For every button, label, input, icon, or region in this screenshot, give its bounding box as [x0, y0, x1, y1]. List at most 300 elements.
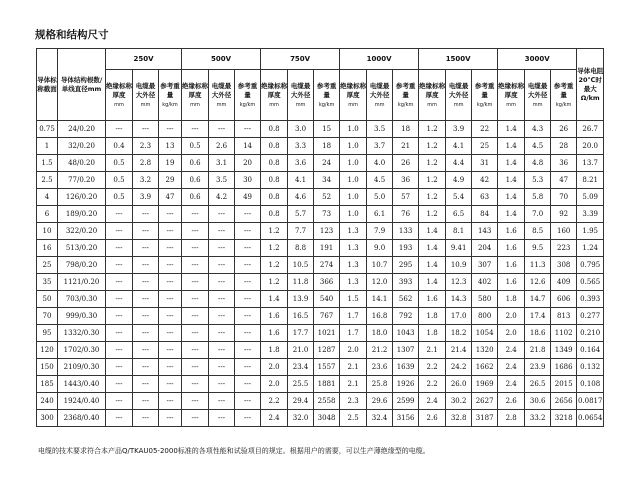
table-cell: 540	[314, 291, 340, 308]
cell-structure: 189/0.20	[58, 206, 106, 223]
table-cell: ---	[133, 393, 159, 410]
table-cell: 1.2	[419, 155, 446, 172]
subheader-label: 绝缘标称厚度	[182, 81, 209, 99]
table-cell: 1.0	[340, 189, 367, 206]
cell-structure: 703/0.30	[58, 291, 106, 308]
table-cell: 3.6	[288, 155, 314, 172]
page-title: 规格和结构尺寸	[35, 29, 109, 41]
table-cell: ---	[182, 342, 209, 359]
table-cell: 6.5	[446, 206, 472, 223]
table-cell: 70	[551, 189, 577, 206]
cell-size: 0.75	[37, 121, 58, 138]
table-cell: ---	[209, 274, 235, 291]
table-cell: 15	[314, 121, 340, 138]
table-cell: 76	[393, 206, 419, 223]
table-cell: ---	[235, 325, 261, 342]
table-cell: 1.2	[261, 257, 288, 274]
subheader-unit: mm	[532, 101, 543, 108]
table-cell: 18.2	[446, 325, 472, 342]
table-cell: 25.5	[288, 376, 314, 393]
table-cell: 1.3	[340, 274, 367, 291]
table-cell: ---	[209, 291, 235, 308]
table-cell: 1307	[393, 342, 419, 359]
table-cell: 1.7	[340, 325, 367, 342]
table-cell: 23.6	[367, 359, 393, 376]
table-cell: 1102	[551, 325, 577, 342]
table-row	[37, 359, 604, 376]
cell-structure: 1443/0.40	[58, 376, 106, 393]
table-cell: 7.7	[288, 223, 314, 240]
subheader-label: 参考重量	[553, 81, 574, 99]
table-cell: ---	[133, 359, 159, 376]
table-cell: ---	[133, 376, 159, 393]
table-cell: 0.8	[261, 121, 288, 138]
table-cell: 13	[159, 138, 182, 155]
table-cell: 1.6	[419, 291, 446, 308]
table-cell: 1.6	[261, 325, 288, 342]
table-cell: ---	[182, 393, 209, 410]
table-cell: 1.8	[498, 291, 525, 308]
cell-resistance: 3.39	[577, 206, 604, 223]
table-row	[37, 223, 604, 240]
table-cell: ---	[182, 223, 209, 240]
table-cell: 29.6	[367, 393, 393, 410]
table-cell: 8.5	[525, 223, 551, 240]
table-cell: 123	[314, 223, 340, 240]
table-cell: 1.4	[498, 138, 525, 155]
table-cell: 21.4	[446, 342, 472, 359]
table-cell: 92	[551, 206, 577, 223]
table-cell: 1.7	[340, 308, 367, 325]
table-cell: 1.4	[419, 257, 446, 274]
table-cell: 1.4	[261, 291, 288, 308]
table-cell: 84	[472, 206, 498, 223]
table-cell: ---	[106, 257, 133, 274]
table-cell: 7.0	[525, 206, 551, 223]
table-cell: 22	[472, 121, 498, 138]
table-cell: ---	[106, 393, 133, 410]
cell-resistance: 0.393	[577, 291, 604, 308]
table-cell: 2558	[314, 393, 340, 410]
table-cell: 34	[314, 172, 340, 189]
subheader-label: 参考重量	[395, 81, 416, 99]
table-cell: 2.6	[498, 393, 525, 410]
table-cell: ---	[209, 393, 235, 410]
table-cell: 21.2	[367, 342, 393, 359]
table-cell: ---	[209, 240, 235, 257]
table-row	[37, 376, 604, 393]
table-cell: ---	[133, 121, 159, 138]
table-cell: 10.5	[288, 257, 314, 274]
subheader-insulation-thickness	[106, 70, 133, 121]
table-cell: ---	[235, 393, 261, 410]
cell-resistance: 0.565	[577, 274, 604, 291]
table-cell: 2.0	[261, 359, 288, 376]
table-cell: 606	[551, 291, 577, 308]
table-cell: ---	[159, 223, 182, 240]
subheader-insulation-thickness	[182, 70, 209, 121]
table-cell: 2599	[393, 393, 419, 410]
table-cell: ---	[159, 308, 182, 325]
table-cell: ---	[209, 325, 235, 342]
subheader-unit: kg/km	[397, 101, 414, 108]
table-cell: 26	[551, 121, 577, 138]
table-cell: 10.7	[367, 257, 393, 274]
subheader-unit: kg/km	[318, 101, 335, 108]
table-cell: 47	[551, 172, 577, 189]
table-cell: 1881	[314, 376, 340, 393]
table-cell: 18.6	[525, 325, 551, 342]
table-cell: 14	[235, 138, 261, 155]
table-cell: 1.4	[419, 274, 446, 291]
table-cell: ---	[235, 410, 261, 427]
table-cell: 2.8	[498, 410, 525, 427]
table-cell: 3.9	[133, 189, 159, 206]
table-cell: 14.7	[525, 291, 551, 308]
table-cell: ---	[106, 376, 133, 393]
table-cell: ---	[106, 240, 133, 257]
table-cell: 47	[159, 189, 182, 206]
table-cell: ---	[235, 223, 261, 240]
header-voltage-250: 250V	[106, 49, 182, 70]
table-cell: 402	[472, 274, 498, 291]
table-cell: 21.8	[525, 342, 551, 359]
cell-size: 1.5	[37, 155, 58, 172]
table-cell: ---	[209, 342, 235, 359]
table-cell: ---	[235, 206, 261, 223]
header-voltage-1000: 1000V	[340, 49, 419, 70]
table-cell: 36	[551, 155, 577, 172]
table-cell: ---	[106, 410, 133, 427]
subheader-label: 绝缘标称厚度	[106, 81, 132, 99]
table-row	[37, 274, 604, 291]
subheader-reference-weight	[159, 70, 182, 121]
table-cell: 13.9	[288, 291, 314, 308]
table-cell: 3048	[314, 410, 340, 427]
table-cell: ---	[159, 257, 182, 274]
table-cell: 18	[393, 121, 419, 138]
table-cell: ---	[182, 121, 209, 138]
table-cell: 1.0	[340, 206, 367, 223]
table-cell: 1969	[472, 376, 498, 393]
cell-size: 70	[37, 308, 58, 325]
table-cell: 366	[314, 274, 340, 291]
cell-structure: 798/0.20	[58, 257, 106, 274]
cell-size: 35	[37, 274, 58, 291]
subheader-unit: mm	[190, 101, 200, 108]
subheader-unit: mm	[427, 101, 437, 108]
cell-structure: 2368/0.40	[58, 410, 106, 427]
table-cell: 2015	[551, 376, 577, 393]
cell-resistance: 0.132	[577, 359, 604, 376]
subheader-reference-weight	[235, 70, 261, 121]
table-cell: 49	[235, 189, 261, 206]
table-cell: ---	[106, 223, 133, 240]
cell-size: 16	[37, 240, 58, 257]
subheader-max-outer-diameter	[288, 70, 314, 121]
table-cell: 1.8	[419, 325, 446, 342]
table-cell: 12.3	[446, 274, 472, 291]
table-cell: 562	[393, 291, 419, 308]
table-cell: 21.0	[288, 342, 314, 359]
table-cell: 4.5	[525, 138, 551, 155]
subheader-label: 电缆最大外径	[211, 81, 232, 99]
table-cell: 2.1	[340, 359, 367, 376]
header-size: 导体标称截面	[37, 49, 58, 121]
cell-structure: 513/0.20	[58, 240, 106, 257]
table-cell: ---	[159, 291, 182, 308]
table-cell: 1.2	[261, 223, 288, 240]
table-cell: ---	[133, 274, 159, 291]
table-cell: ---	[159, 240, 182, 257]
table-cell: 1.0	[340, 121, 367, 138]
table-cell: 1.4	[498, 172, 525, 189]
table-cell: 2.3	[340, 393, 367, 410]
table-cell: 17.0	[446, 308, 472, 325]
table-cell: ---	[106, 121, 133, 138]
table-cell: 1.2	[419, 189, 446, 206]
table-cell: 57	[393, 189, 419, 206]
table-cell: 9.41	[446, 240, 472, 257]
table-cell: 1.4	[419, 240, 446, 257]
table-cell: 3.7	[367, 138, 393, 155]
table-cell: 2.4	[498, 376, 525, 393]
table-cell: 1349	[551, 342, 577, 359]
table-cell: 1.3	[340, 240, 367, 257]
table-cell: ---	[235, 274, 261, 291]
table-cell: ---	[235, 342, 261, 359]
table-cell: 0.6	[182, 172, 209, 189]
subheader-label: 绝缘标称厚度	[498, 81, 525, 99]
table-cell: 1.2	[419, 121, 446, 138]
cell-resistance: 5.09	[577, 189, 604, 206]
table-cell: 0.8	[261, 138, 288, 155]
subheader-insulation-thickness	[261, 70, 288, 121]
table-cell: 19	[159, 155, 182, 172]
table-cell: 2.2	[419, 359, 446, 376]
table-cell: 31	[472, 155, 498, 172]
table-cell: 25	[472, 138, 498, 155]
cell-structure: 1121/0.20	[58, 274, 106, 291]
table-row	[37, 342, 604, 359]
table-cell: ---	[235, 257, 261, 274]
table-cell: 2.6	[419, 410, 446, 427]
subheader-max-outer-diameter	[133, 70, 159, 121]
table-cell: 0.4	[106, 138, 133, 155]
subheader-unit: mm	[374, 101, 385, 108]
table-cell: 4.9	[446, 172, 472, 189]
table-cell: 1.8	[419, 308, 446, 325]
table-cell: ---	[133, 342, 159, 359]
cell-resistance: 0.795	[577, 257, 604, 274]
table-cell: 3187	[472, 410, 498, 427]
subheader-label: 绝缘标称厚度	[261, 81, 288, 99]
subheader-reference-weight	[314, 70, 340, 121]
table-cell: 3.9	[446, 121, 472, 138]
subheader-insulation-thickness	[419, 70, 446, 121]
table-cell: 6.1	[367, 206, 393, 223]
table-cell: ---	[235, 308, 261, 325]
table-cell: 813	[551, 308, 577, 325]
table-cell: 800	[472, 308, 498, 325]
table-cell: 5.7	[288, 206, 314, 223]
table-cell: 1.2	[261, 240, 288, 257]
cell-size: 300	[37, 410, 58, 427]
table-cell: ---	[182, 325, 209, 342]
table-cell: ---	[235, 240, 261, 257]
table-cell: 133	[393, 223, 419, 240]
table-cell: 1320	[472, 342, 498, 359]
table-cell: 1686	[551, 359, 577, 376]
table-cell: ---	[209, 206, 235, 223]
table-cell: 4.1	[446, 138, 472, 155]
table-cell: ---	[182, 206, 209, 223]
subheader-unit: mm	[348, 101, 358, 108]
table-cell: 0.5	[106, 155, 133, 172]
subheader-label: 参考重量	[316, 81, 337, 99]
subheader-label: 参考重量	[160, 81, 180, 99]
subheader-label: 电缆最大外径	[290, 81, 311, 99]
cell-size: 6	[37, 206, 58, 223]
table-cell: 0.6	[182, 189, 209, 206]
table-cell: 0.6	[182, 155, 209, 172]
table-cell: 160	[551, 223, 577, 240]
table-cell: 23.4	[288, 359, 314, 376]
table-cell: 17.4	[525, 308, 551, 325]
table-cell: 1.2	[419, 172, 446, 189]
table-cell: 223	[551, 240, 577, 257]
table-cell: 3.5	[209, 172, 235, 189]
subheader-reference-weight	[393, 70, 419, 121]
table-cell: 30.2	[446, 393, 472, 410]
table-cell: ---	[133, 410, 159, 427]
table-cell: ---	[209, 359, 235, 376]
table-cell: 5.3	[525, 172, 551, 189]
table-cell: 16.8	[367, 308, 393, 325]
table-cell: 1.0	[340, 172, 367, 189]
table-cell: 1.4	[498, 189, 525, 206]
table-cell: 21	[393, 138, 419, 155]
subheader-label: 参考重量	[237, 81, 258, 99]
table-cell: 4.1	[288, 172, 314, 189]
table-cell: ---	[133, 223, 159, 240]
table-cell: 792	[393, 308, 419, 325]
table-cell: 1.4	[419, 223, 446, 240]
header-resistance: 导体电阻20℃时最大Ω/km	[577, 49, 604, 121]
table-cell: 1662	[472, 359, 498, 376]
table-cell: 26.5	[525, 376, 551, 393]
cell-resistance: 0.164	[577, 342, 604, 359]
table-cell: 2656	[551, 393, 577, 410]
table-cell: 1.0	[340, 138, 367, 155]
table-row	[37, 325, 604, 342]
table-cell: 1.6	[498, 223, 525, 240]
table-cell: 1054	[472, 325, 498, 342]
subheader-unit: mm	[295, 101, 306, 108]
table-cell: ---	[235, 121, 261, 138]
table-cell: ---	[106, 206, 133, 223]
table-row	[37, 308, 604, 325]
subheader-insulation-thickness	[498, 70, 525, 121]
table-cell: 0.8	[261, 189, 288, 206]
table-cell: 63	[472, 189, 498, 206]
table-cell: 32.4	[367, 410, 393, 427]
table-cell: 4.2	[209, 189, 235, 206]
table-cell: 3218	[551, 410, 577, 427]
subheader-max-outer-diameter	[209, 70, 235, 121]
table-row	[37, 189, 604, 206]
table-cell: 4.8	[525, 155, 551, 172]
table-cell: 5.0	[367, 189, 393, 206]
table-cell: 26	[393, 155, 419, 172]
table-row	[37, 410, 604, 427]
cell-resistance: 26.7	[577, 121, 604, 138]
table-cell: ---	[159, 274, 182, 291]
table-cell: 2.3	[133, 138, 159, 155]
table-row	[37, 172, 604, 189]
table-cell: 1.4	[498, 155, 525, 172]
cell-size: 1	[37, 138, 58, 155]
table-cell: ---	[159, 393, 182, 410]
table-cell: ---	[106, 359, 133, 376]
table-cell: ---	[182, 240, 209, 257]
table-cell: 2.1	[340, 376, 367, 393]
table-cell: 36	[393, 172, 419, 189]
table-cell: 2.4	[498, 359, 525, 376]
subheader-unit: mm	[114, 101, 124, 108]
table-cell: 20	[235, 155, 261, 172]
table-cell: 24.2	[446, 359, 472, 376]
cell-structure: 2109/0.30	[58, 359, 106, 376]
table-row	[37, 240, 604, 257]
table-cell: 73	[314, 206, 340, 223]
table-cell: 30	[235, 172, 261, 189]
table-cell: 3.1	[209, 155, 235, 172]
cell-size: 25	[37, 257, 58, 274]
table-cell: ---	[182, 257, 209, 274]
subheader-label: 参考重量	[474, 81, 495, 99]
subheader-label: 电缆最大外径	[369, 81, 390, 99]
table-row	[37, 393, 604, 410]
subheader-unit: kg/km	[162, 101, 178, 108]
table-cell: 193	[393, 240, 419, 257]
table-cell: 32.8	[446, 410, 472, 427]
table-cell: 0.8	[261, 155, 288, 172]
table-cell: 2.4	[498, 342, 525, 359]
cell-size: 95	[37, 325, 58, 342]
table-cell: 393	[393, 274, 419, 291]
table-cell: 0.5	[106, 172, 133, 189]
table-cell: 1043	[393, 325, 419, 342]
table-cell: ---	[182, 274, 209, 291]
cell-resistance: 0.0654	[577, 410, 604, 427]
cell-resistance: 0.210	[577, 325, 604, 342]
table-cell: 1639	[393, 359, 419, 376]
table-cell: 2.1	[419, 342, 446, 359]
table-cell: 1.6	[498, 274, 525, 291]
subheader-label: 电缆最大外径	[448, 81, 469, 99]
table-cell: 1.2	[419, 206, 446, 223]
table-cell: 2.6	[209, 138, 235, 155]
table-cell: 3.5	[367, 121, 393, 138]
table-row	[37, 121, 604, 138]
table-cell: 1.4	[498, 206, 525, 223]
table-cell: ---	[235, 291, 261, 308]
table-cell: 18.0	[367, 325, 393, 342]
cell-resistance: 0.0817	[577, 393, 604, 410]
table-cell: ---	[209, 223, 235, 240]
cell-structure: 1332/0.30	[58, 325, 106, 342]
